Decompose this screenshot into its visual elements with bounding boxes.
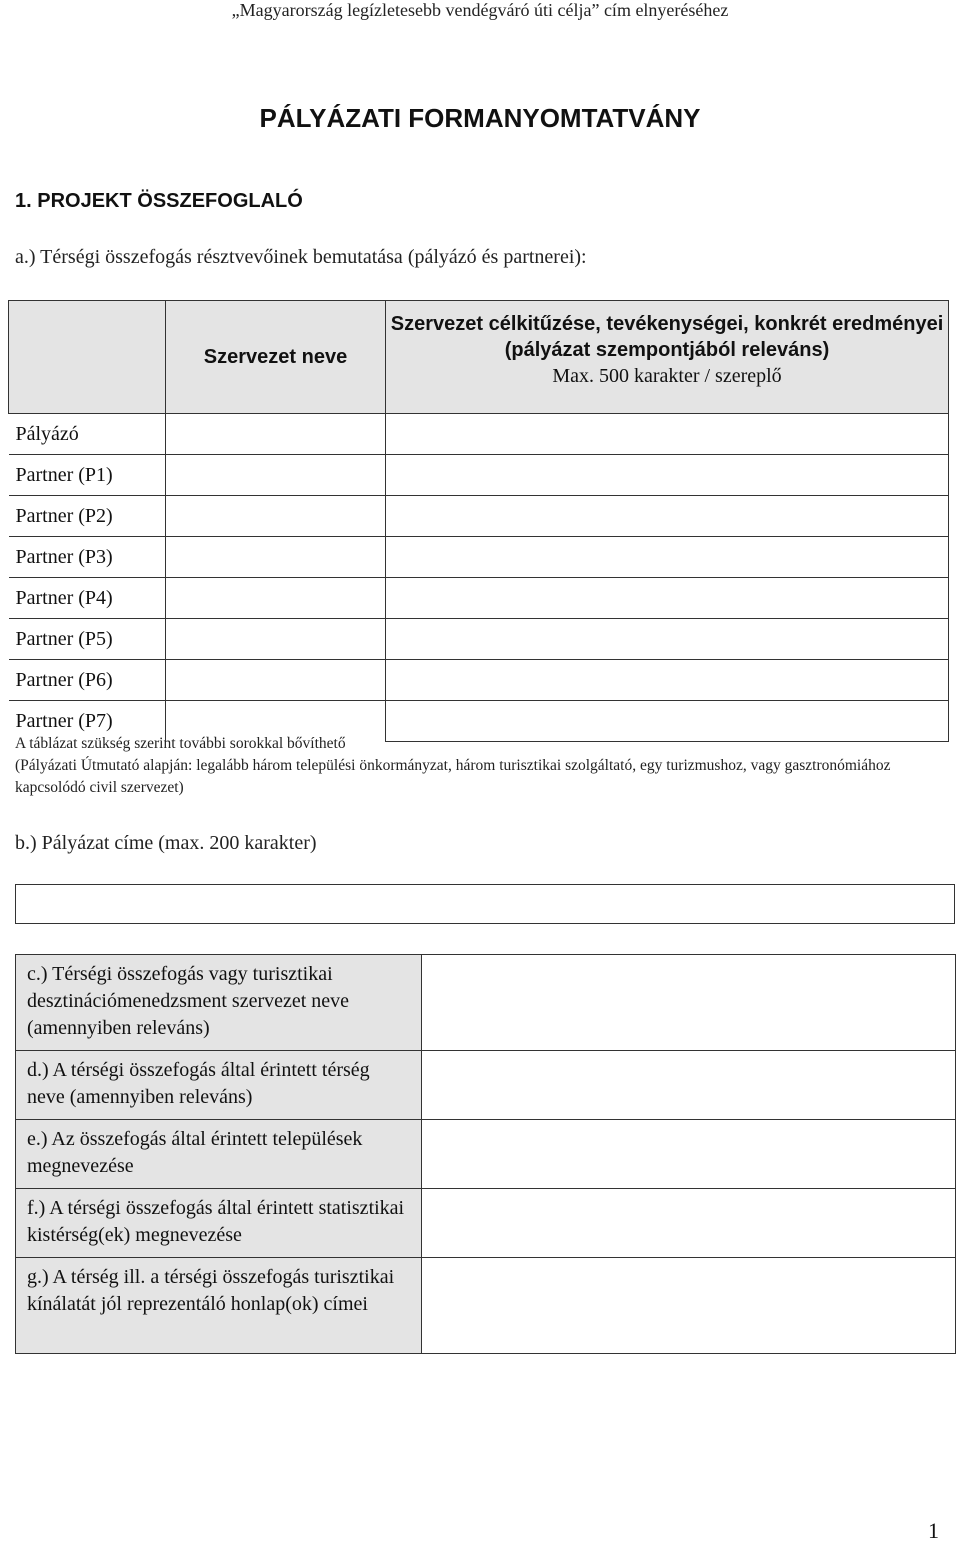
column-header-description-text: Szervezet célkitűzése, tevékenységei, konkrét eredményei (pályázat szempontjából releváns)	[390, 313, 944, 361]
name-cell-p5[interactable]	[166, 619, 386, 660]
table-note-extend: A táblázat szükség szerint további sorokkal bővíthető	[15, 735, 346, 752]
row-label-p2: Partner (P2)	[9, 496, 166, 537]
subsection-a-heading: a.) Térségi összefogás résztvevőinek bemutatása (pályázó és partnerei):	[15, 246, 587, 268]
row-label-p7: Partner (P7)	[9, 701, 166, 742]
section-heading: 1. PROJEKT ÖSSZEFOGLALÓ	[15, 190, 303, 212]
details-value-d[interactable]	[422, 1051, 956, 1120]
column-header-name: Szervezet neve	[166, 301, 386, 414]
column-header-description	[386, 301, 949, 414]
table-row	[16, 1120, 956, 1189]
description-cell-p4[interactable]	[386, 578, 949, 619]
table-row	[9, 496, 949, 537]
name-cell-p3[interactable]	[166, 537, 386, 578]
details-value-g[interactable]	[422, 1258, 956, 1354]
description-cell-p3[interactable]	[386, 537, 949, 578]
table-row	[16, 1051, 956, 1120]
column-header-description-limit: Max. 500 karakter / szereplő	[552, 365, 782, 387]
details-label-e: e.) Az összefogás által érintett települések megnevezése	[16, 1120, 422, 1189]
details-value-c[interactable]	[422, 955, 956, 1051]
table-row	[9, 660, 949, 701]
description-cell-p5[interactable]	[386, 619, 949, 660]
description-cell-p1[interactable]	[386, 455, 949, 496]
name-cell-p1[interactable]	[166, 455, 386, 496]
details-label-c: c.) Térségi összefogás vagy turisztikai desztinációmenedzsment szervezet neve (amennyiben releváns)	[16, 955, 422, 1051]
form-title: PÁLYÁZATI FORMANYOMTATVÁNY	[259, 103, 701, 133]
description-cell-applicant[interactable]	[386, 414, 949, 455]
table-row	[16, 955, 956, 1051]
description-cell-p6[interactable]	[386, 660, 949, 701]
name-cell-p4[interactable]	[166, 578, 386, 619]
page-number: 1	[928, 1518, 939, 1543]
name-cell-p6[interactable]	[166, 660, 386, 701]
description-cell-p2[interactable]	[386, 496, 949, 537]
table-row	[9, 414, 949, 455]
table-row	[9, 578, 949, 619]
table-row	[16, 1258, 956, 1354]
row-label-p4: Partner (P4)	[9, 578, 166, 619]
header-empty-cell	[9, 301, 166, 414]
details-value-e[interactable]	[422, 1120, 956, 1189]
row-label-applicant: Pályázó	[9, 414, 166, 455]
row-label-p6: Partner (P6)	[9, 660, 166, 701]
table-row	[9, 455, 949, 496]
participants-table-header	[9, 301, 949, 414]
row-label-p3: Partner (P3)	[9, 537, 166, 578]
page-header: „Magyarország legízletesebb vendégváró úti célja” cím elnyeréséhez	[231, 0, 729, 20]
table-notes	[15, 733, 950, 799]
row-label-p1: Partner (P1)	[9, 455, 166, 496]
table-row	[16, 1189, 956, 1258]
table-note-requirements: (Pályázati Útmutató alapján: legalább három települési önkormányzat, három turisztikai szolgáltató, egy turizmushoz, vagy gasztronómiához kapcsolódó civil szervezet)	[15, 757, 891, 796]
subsection-b-heading: b.) Pályázat címe (max. 200 karakter)	[15, 832, 317, 854]
table-row	[9, 619, 949, 660]
table-row	[9, 537, 949, 578]
row-label-p5: Partner (P5)	[9, 619, 166, 660]
details-label-d: d.) A térségi összefogás által érintett térség neve (amennyiben releváns)	[16, 1051, 422, 1120]
details-value-f[interactable]	[422, 1189, 956, 1258]
details-label-f: f.) A térségi összefogás által érintett statisztikai kistérség(ek) megnevezése	[16, 1189, 422, 1258]
project-title-input[interactable]	[15, 884, 955, 924]
details-table	[15, 954, 956, 1354]
participants-table	[8, 300, 949, 742]
details-label-g: g.) A térség ill. a térségi összefogás turisztikai kínálatát jól reprezentáló honlap(ok) címei	[16, 1258, 422, 1354]
name-cell-p2[interactable]	[166, 496, 386, 537]
name-cell-applicant[interactable]	[166, 414, 386, 455]
